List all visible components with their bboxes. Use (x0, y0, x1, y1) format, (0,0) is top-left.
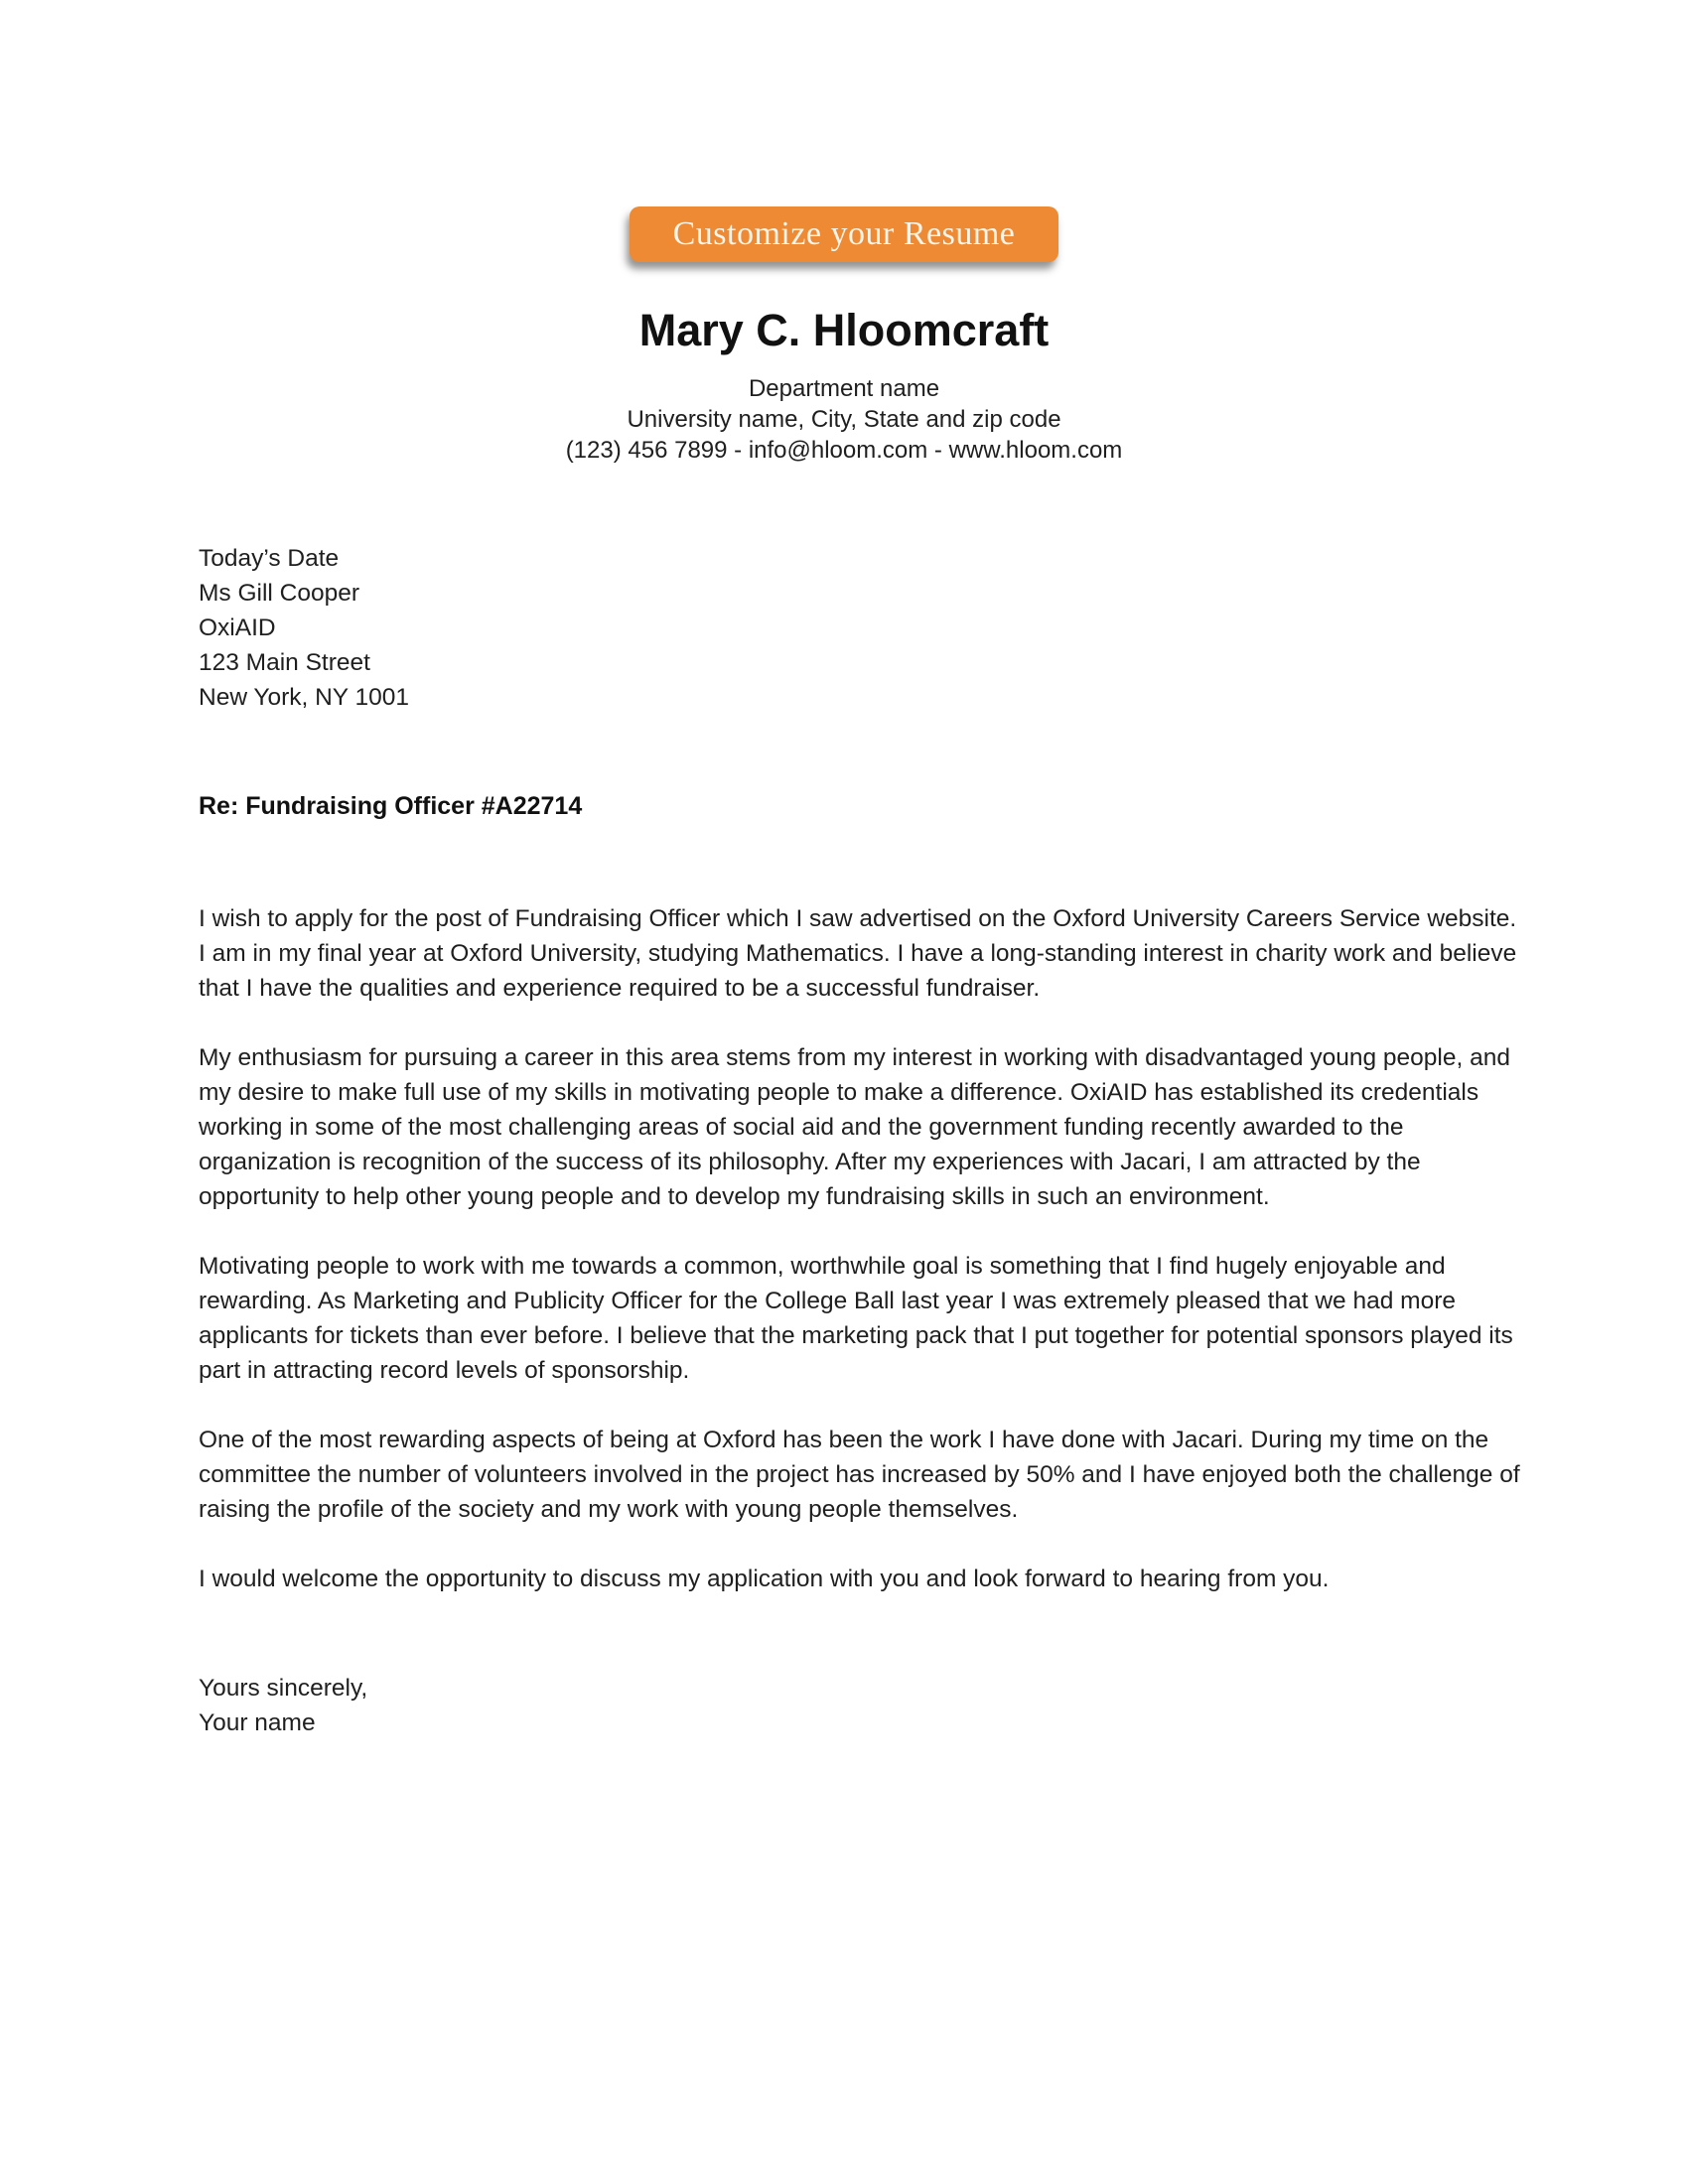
recipient-street-line: 123 Main Street (199, 649, 370, 676)
cta-row (0, 0, 1688, 262)
valediction-line: Yours sincerely, (199, 1675, 368, 1702)
recipient-block (199, 541, 1524, 715)
university-line: University name, City, State and zip code (627, 406, 1061, 433)
recipient-city-line: New York, NY 1001 (199, 684, 410, 711)
customize-resume-button[interactable]: Customize your Resume (630, 206, 1059, 262)
paragraph-4: One of the most rewarding aspects of being at Oxford has been the work I have done with Jacari. During my time on the committee the number of volunteers involved in the project has increased by 50% and I have enjoyed both the challenge of raising the profile of the society and my work with young people themselves. (199, 1427, 1520, 1523)
paragraph-1: I wish to apply for the post of Fundraising Officer which I saw advertised on the Oxford University Careers Service website. I am in my final year at Oxford University, studying Mathematics. I have a long-standing interest in charity work and believe that I have the qualities and experience required to be a successful fundraiser. (199, 905, 1517, 1002)
paragraph-2: My enthusiasm for pursuing a career in this area stems from my interest in working with disadvantaged young people, and my desire to make full use of my skills in motivating people to make a difference. OxiAID has established its credentials working in some of the most challenging areas of social aid and the government funding recently awarded to the organization is recognition of the success of its philosophy. After my experiences with Jacari, I am attracted by the opportunity to help other young people and to develop my fundraising skills in such an environment. (199, 1044, 1510, 1210)
letter-body (199, 541, 1524, 1740)
paragraph-3: Motivating people to work with me towards a common, worthwhile goal is something that I find hugely enjoyable and rewarding. As Marketing and Publicity Officer for the College Ball last year I was extremely pleased that we had more applicants for tickets than ever before. I believe that the marketing pack that I put together for potential sponsors played its part in attracting record levels of sponsorship. (199, 1253, 1513, 1384)
subject-line: Re: Fundraising Officer #A22714 (199, 792, 583, 820)
recipient-name-line: Ms Gill Cooper (199, 580, 360, 607)
closing-block (199, 1671, 1524, 1740)
date-line: Today’s Date (199, 545, 340, 572)
signature-name-line: Your name (199, 1709, 316, 1736)
recipient-company-line: OxiAID (199, 614, 276, 641)
paragraph-5: I would welcome the opportunity to discuss my application with you and look forward to hearing from you. (199, 1566, 1330, 1592)
phone-email-web-line: (123) 456 7899 - info@hloom.com - www.hloom.com (565, 437, 1123, 464)
department-line: Department name (748, 375, 940, 402)
sender-name: Mary C. Hloomcraft (638, 305, 1050, 355)
contact-block (0, 373, 1688, 466)
